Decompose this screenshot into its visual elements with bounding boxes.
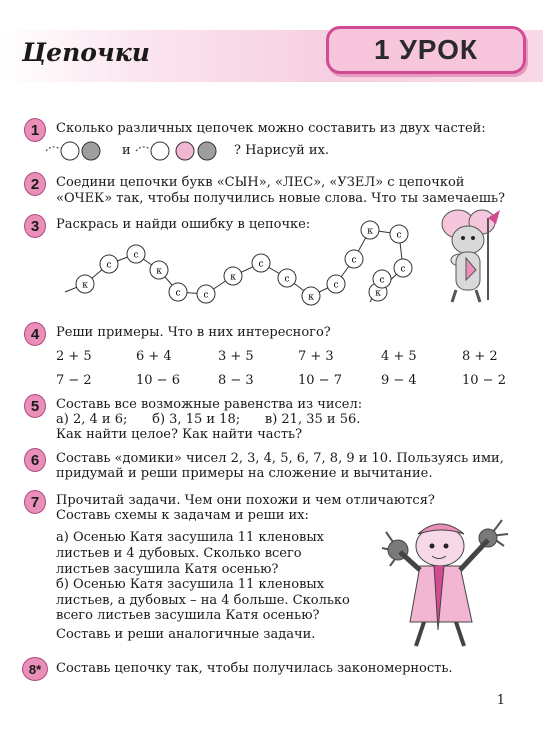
task-7b-line-3: всего листьев засушила Катя осенью? bbox=[56, 608, 320, 623]
task-1-tail: ? Нарисуй их. bbox=[234, 143, 330, 158]
task-5-line-3: Как найти целое? Как найти часть? bbox=[56, 427, 303, 442]
svg-text:с: с bbox=[284, 274, 290, 285]
svg-text:с: с bbox=[175, 288, 181, 299]
example: 8 − 3 bbox=[218, 373, 254, 388]
task-number-3: 3 bbox=[24, 214, 46, 238]
chain-bead bbox=[224, 267, 242, 285]
svg-text:к: к bbox=[308, 292, 314, 303]
chain-bead bbox=[252, 254, 270, 272]
task-number-7: 7 bbox=[24, 490, 46, 514]
mouse-illustration bbox=[430, 210, 510, 310]
task-number-8: 8* bbox=[22, 657, 48, 681]
chain-bead bbox=[278, 269, 296, 287]
lesson-badge bbox=[326, 26, 526, 74]
svg-text:с: с bbox=[203, 290, 209, 301]
task-7a-line-2: листьев и 4 дубовых. Сколько всего bbox=[56, 546, 302, 561]
chain-bead bbox=[169, 283, 187, 301]
svg-text:к: к bbox=[375, 288, 381, 299]
task-5-line-1: Составь все возможные равенства из чисел: bbox=[56, 397, 363, 412]
chain-bead bbox=[127, 245, 145, 263]
example: 9 − 4 bbox=[381, 373, 417, 388]
task-8-text: Составь цепочку так, чтобы получилась закономерность. bbox=[56, 661, 453, 676]
chain-bead bbox=[394, 259, 412, 277]
svg-text:с: с bbox=[333, 280, 339, 291]
svg-text:с: с bbox=[396, 230, 402, 241]
example: 4 + 5 bbox=[381, 349, 417, 364]
task-number-1: 1 bbox=[24, 118, 46, 142]
chain-bead bbox=[76, 275, 94, 293]
chain-bead bbox=[100, 255, 118, 273]
chain-bead bbox=[197, 285, 215, 303]
task-7-followup: Составь и реши аналогичные задачи. bbox=[56, 627, 316, 642]
task-6-line-2: придумай и реши примеры на сложение и вычитание. bbox=[56, 466, 433, 481]
svg-text:с: с bbox=[106, 260, 112, 271]
page-title: Цепочки bbox=[22, 38, 150, 67]
example: 10 − 7 bbox=[298, 373, 342, 388]
chain-bead bbox=[327, 275, 345, 293]
task-2-line-1: Соедини цепочки букв «СЫН», «ЛЕС», «УЗЕЛ» с цепочкой bbox=[56, 175, 465, 190]
chain-bead bbox=[150, 261, 168, 279]
example: 10 − 6 bbox=[136, 373, 180, 388]
task-number-2: 2 bbox=[24, 172, 46, 196]
svg-text:к: к bbox=[156, 266, 162, 277]
example: 3 + 5 bbox=[218, 349, 254, 364]
task-4-text: Реши примеры. Что в них интересного? bbox=[56, 325, 331, 340]
chain-bead bbox=[302, 287, 320, 305]
task-3-text: Раскрась и найди ошибку в цепочке: bbox=[56, 217, 311, 232]
task-7-line-1: Прочитай задачи. Чем они похожи и чем отличаются? bbox=[56, 493, 435, 508]
chain-bead bbox=[345, 250, 363, 268]
task-2-line-2: «ОЧЕК» так, чтобы получились новые слова. Что ты замечаешь? bbox=[56, 191, 505, 206]
chain-bead bbox=[390, 225, 408, 243]
task-1-joiner: и bbox=[122, 143, 131, 158]
svg-text:с: с bbox=[258, 259, 264, 270]
example: 2 + 5 bbox=[56, 349, 92, 364]
task-number-5: 5 bbox=[24, 394, 46, 418]
svg-text:к: к bbox=[367, 226, 373, 237]
svg-text:к: к bbox=[82, 280, 88, 291]
task-7-line-2: Составь схемы к задачам и реши их: bbox=[56, 508, 309, 523]
example: 6 + 4 bbox=[136, 349, 172, 364]
girl-illustration bbox=[380, 512, 510, 652]
example: 7 − 2 bbox=[56, 373, 92, 388]
task-7b-line-2: листьев, а дубовых – на 4 больше. Сколько bbox=[56, 593, 350, 608]
svg-text:к: к bbox=[230, 272, 236, 283]
svg-text:с: с bbox=[133, 250, 139, 261]
example: 8 + 2 bbox=[462, 349, 498, 364]
task-7a-line-1: а) Осенью Катя засушила 11 кленовых bbox=[56, 530, 325, 545]
example: 7 + 3 bbox=[298, 349, 334, 364]
chain-bead bbox=[361, 221, 379, 239]
task-6-line-1: Составь «домики» чисел 2, 3, 4, 5, 6, 7, 8, 9 и 10. Пользуясь ими, bbox=[56, 451, 504, 466]
task-7a-line-3: листьев засушила Катя осенью? bbox=[56, 562, 279, 577]
svg-text:с: с bbox=[400, 264, 406, 275]
svg-text:с: с bbox=[379, 275, 385, 286]
lesson-label: 1 УРОК bbox=[374, 34, 478, 65]
task-1-text: Сколько различных цепочек можно составить из двух частей: bbox=[56, 121, 486, 136]
task-3-chain bbox=[60, 222, 420, 312]
task-7b-line-1: б) Осенью Катя засушила 11 кленовых bbox=[56, 577, 325, 592]
task-5-line-2: а) 2, 4 и 6; б) 3, 15 и 18; в) 21, 35 и 56. bbox=[56, 412, 361, 427]
chain-bead bbox=[373, 270, 391, 288]
task-1-chains bbox=[40, 138, 240, 164]
page-number: 1 bbox=[496, 693, 505, 708]
example: 10 − 2 bbox=[462, 373, 506, 388]
svg-text:с: с bbox=[351, 255, 357, 266]
task-number-4: 4 bbox=[24, 322, 46, 346]
task-number-6: 6 bbox=[24, 448, 46, 472]
